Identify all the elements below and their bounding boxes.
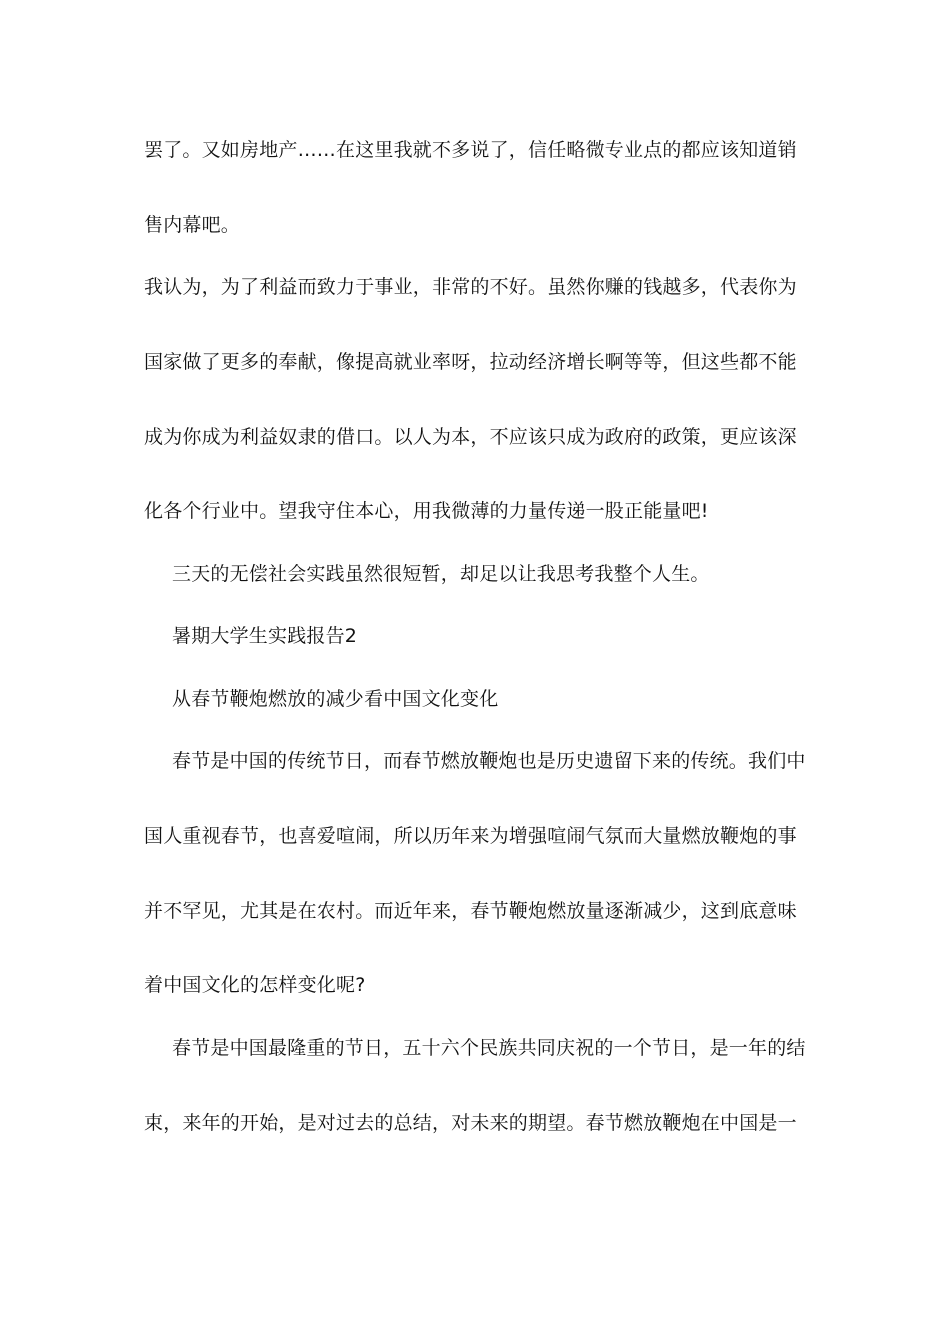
text-line: 罢了。又如房地产……在这里我就不多说了，信任略微专业点的都应该知道销 xyxy=(144,139,797,161)
text-line: 春节是中国的传统节日，而春节燃放鞭炮也是历史遗留下来的传统。我们中 xyxy=(172,750,806,772)
text-line: 着中国文化的怎样变化呢? xyxy=(144,974,366,996)
text-line: 三天的无偿社会实践虽然很短暂，却足以让我思考我整个人生。 xyxy=(172,563,710,585)
text-line: 国家做了更多的奉献，像提高就业率呀，拉动经济增长啊等等，但这些都不能 xyxy=(144,351,797,373)
text-line: 春节是中国最隆重的节日，五十六个民族共同庆祝的一个节日，是一年的结 xyxy=(172,1037,806,1059)
text-line: 我认为，为了利益而致力于事业，非常的不好。虽然你赚的钱越多，代表你为 xyxy=(144,276,797,298)
text-line: 国人重视春节，也喜爱喧闹，所以历年来为增强喧闹气氛而大量燃放鞭炮的事 xyxy=(144,825,797,847)
section-heading: 暑期大学生实践报告2 xyxy=(172,625,358,647)
text-line: 售内幕吧。 xyxy=(144,214,241,236)
text-line: 成为你成为利益奴隶的借口。以人为本，不应该只成为政府的政策，更应该深 xyxy=(144,426,797,448)
text-line: 束，来年的开始，是对过去的总结，对未来的期望。春节燃放鞭炮在中国是一 xyxy=(144,1112,797,1134)
text-line: 化各个行业中。望我守住本心，用我微薄的力量传递一股正能量吧! xyxy=(144,500,709,522)
article-title: 从春节鞭炮燃放的减少看中国文化变化 xyxy=(172,688,499,710)
text-line: 并不罕见，尤其是在农村。而近年来，春节鞭炮燃放量逐渐减少，这到底意味 xyxy=(144,900,797,922)
